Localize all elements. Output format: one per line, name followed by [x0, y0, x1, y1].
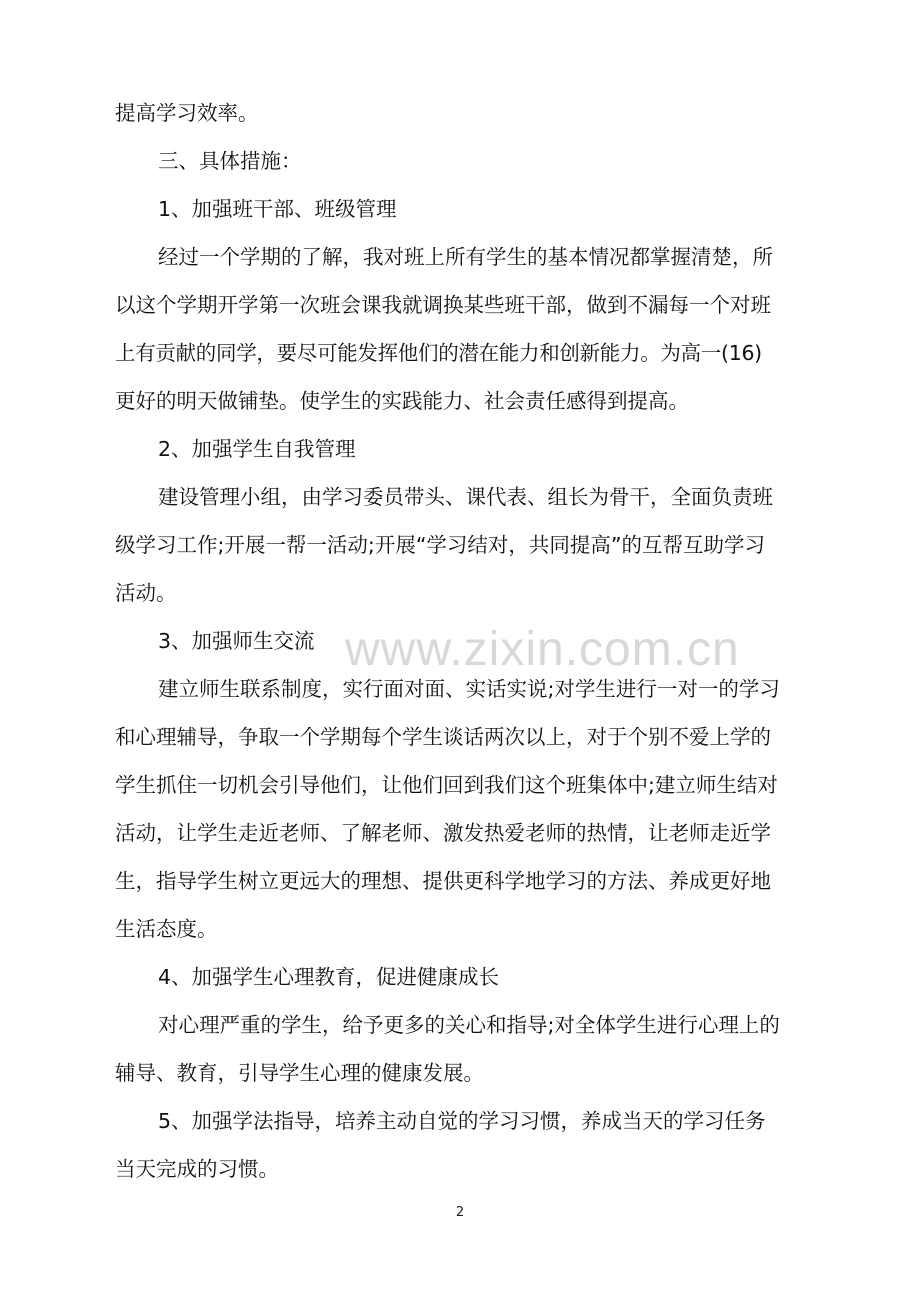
- section-heading: 2、加强学生自我管理: [158, 437, 356, 461]
- text-line: 以这个学期开学第一次班会课我就调换某些班干部，做到不漏每一个对班: [115, 293, 771, 317]
- text-line: 对心理严重的学生，给予更多的关心和指导;对全体学生进行心理上的: [158, 1013, 780, 1037]
- text-line: 级学习工作;开展一帮一活动;开展“学习结对，共同提高”的互帮互助学习: [115, 533, 766, 557]
- text-line: 当天完成的习惯。: [115, 1157, 279, 1181]
- section-heading: 三、具体措施：: [158, 149, 302, 173]
- section-heading: 3、加强师生交流: [158, 629, 315, 653]
- text-line: 提高学习效率。: [115, 101, 259, 125]
- text-line: 学生抓住一切机会引导他们，让他们回到我们这个班集体中;建立师生结对: [115, 773, 778, 797]
- section-heading: 5、加强学法指导，培养主动自觉的学习习惯，养成当天的学习任务: [158, 1109, 766, 1133]
- section-heading: 1、加强班干部、班级管理: [158, 197, 397, 221]
- text-line: 生，指导学生树立更远大的理想、提供更科学地学习的方法、养成更好地: [115, 869, 771, 893]
- text-line: 和心理辅导，争取一个学期每个学生谈话两次以上，对于个别不爱上学的: [115, 725, 771, 749]
- text-line: 上有贡献的同学，要尽可能发挥他们的潜在能力和创新能力。为高一(16): [115, 341, 762, 365]
- text-line: 生活态度。: [115, 917, 218, 941]
- text-line: 经过一个学期的了解，我对班上所有学生的基本情况都掌握清楚，所: [158, 245, 773, 269]
- text-line: 建设管理小组，由学习委员带头、课代表、组长为骨干，全面负责班: [158, 485, 773, 509]
- text-line: 更好的明天做铺垫。使学生的实践能力、社会责任感得到提高。: [115, 389, 689, 413]
- text-line: 建立师生联系制度，实行面对面、实话实说;对学生进行一对一的学习: [158, 677, 780, 701]
- page-number: 2: [455, 1205, 465, 1220]
- section-heading: 4、加强学生心理教育，促进健康成长: [158, 965, 500, 989]
- watermark: www.zixin.com.cn: [345, 623, 740, 676]
- text-line: 活动。: [115, 581, 177, 605]
- text-line: 辅导、教育，引导学生心理的健康发展。: [115, 1061, 484, 1085]
- text-line: 活动，让学生走近老师、了解老师、激发热爱老师的热情，让老师走近学: [115, 821, 771, 845]
